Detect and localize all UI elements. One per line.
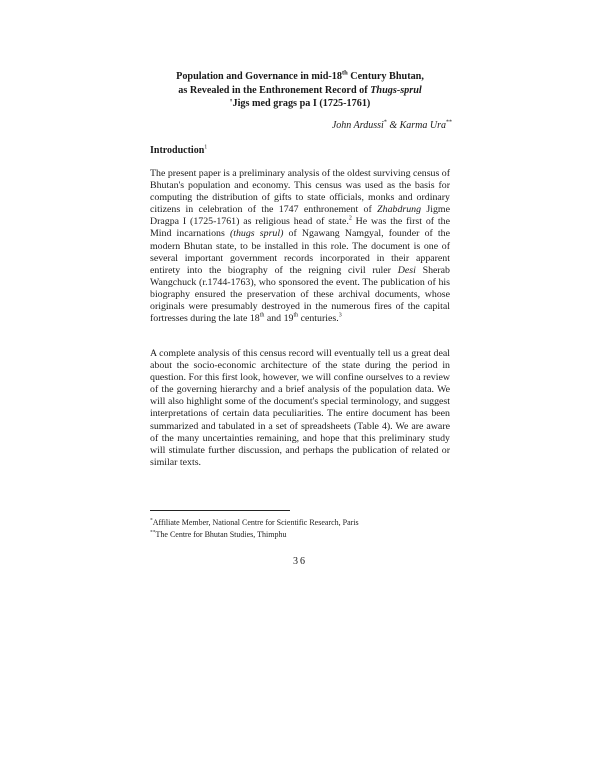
paragraph-1: The present paper is a preliminary analysis of the oldest surviving census of Bhutan's population and economy. This census was used as the basis for computing the distribution of gifts to state officials, monks and ordinary citizens in celebration of the 1747 enthronement of Zhabdrung Jigme Dragpa I (1725-1761) as religious head of state.$^2$ He was the first of the Mind incarnations (thugs sprul) of Ngawang Namgyal, founder of the modern Bhutan state, to be installed in this role. The document is one of several important government records incorporated in their apparent entirety into the biography of the reigning civil ruler Desi Sherab Wangchuck (r.1744-1763), who sponsored the event. The publication of his biography ensured the preservation of these archival documents, whose originals were presumably destroyed in the numerous fires of the capital fortresses during the late 18th and 19th centuries.$^3$ bbox=[150, 168, 451, 325]
heading-footnote-ref: 1 bbox=[204, 144, 208, 151]
title-line-3: 'Jigs med grags pa I (1725-1761) bbox=[229, 98, 371, 109]
section-heading: Introduction$^1$ bbox=[150, 144, 208, 156]
footnote-ref-2: 2 bbox=[348, 216, 352, 223]
page-number: 36 bbox=[293, 556, 307, 567]
author-2-mark: ** bbox=[446, 119, 452, 126]
paragraph-2: A complete analysis of this census record will eventually tell us a great deal about the socio-economic architecture of the state during the period in question. For this first look, however, we will confine ourselves to a review of the governing hierarchy and a brief analysis of the population data. We will also highlight some of the document's special terminology, and suggest interpretations of certain data peculiarities. The entire document has been summarized and tabulated in a set of spreadsheets (Table 4). We are aware of the many uncertainties remaining, and hope that this preliminary study will stimulate further discussion, and perhaps the publication of related or similar texts. bbox=[150, 348, 450, 468]
author-1-mark: * bbox=[383, 119, 387, 126]
title-line-2: as Revealed in the Enthronement Record of Thugs-sprul bbox=[178, 84, 422, 96]
paper-title bbox=[150, 70, 450, 111]
footnote-divider bbox=[150, 510, 290, 511]
footnote-ref-3: 3 bbox=[338, 312, 342, 319]
author-line: John Ardussi* & Karma Ura** bbox=[331, 119, 452, 131]
author-1: John Ardussi bbox=[331, 120, 384, 131]
author-2: Karma Ura bbox=[399, 120, 446, 131]
title-line-1: Population and Governance in mid-18th Century Bhutan, bbox=[176, 69, 424, 82]
footnote-1: *Affiliate Member, National Centre for Scientific Research, Paris bbox=[150, 517, 359, 527]
footnote-2: **The Centre for Bhutan Studies, Thimphu bbox=[150, 529, 287, 539]
